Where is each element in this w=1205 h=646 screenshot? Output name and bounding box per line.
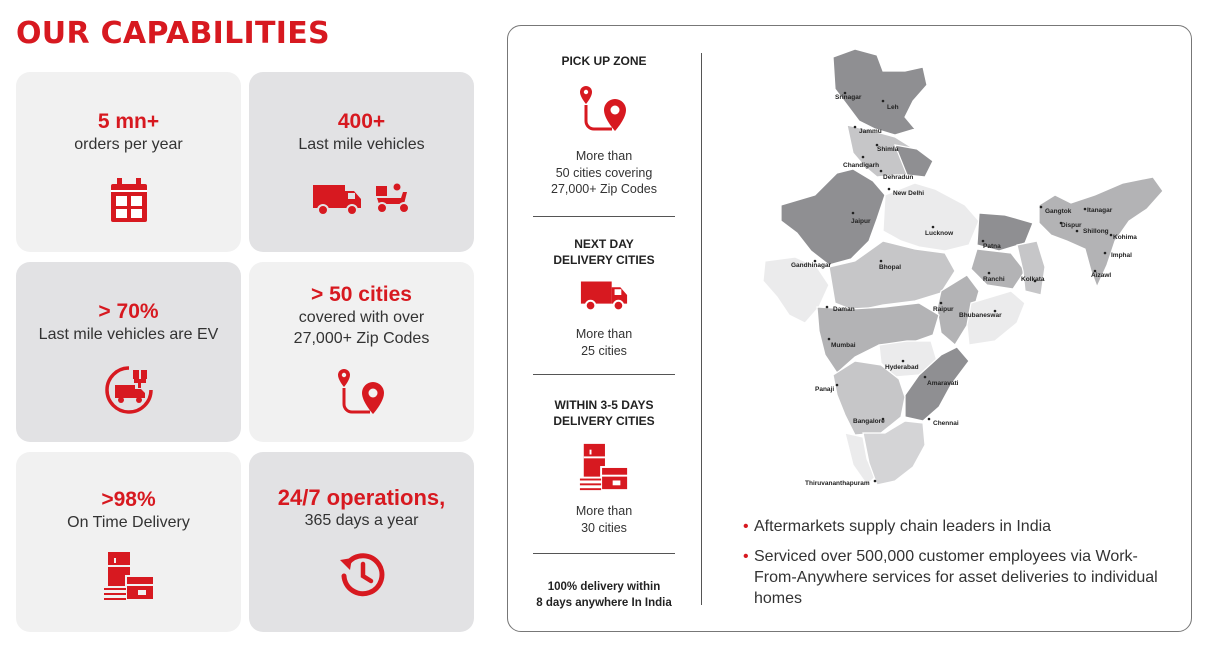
stat-value: > 50 cities [311,283,412,306]
stat-label: orders per year [74,136,183,153]
svg-text:Thiruvananthapuram: Thiruvananthapuram [805,480,870,487]
stat-label: Last mile vehicles are EV [38,326,219,343]
highlights-list [743,516,1173,618]
svg-text:Daman: Daman [833,306,855,313]
stat-card-on-time [16,452,241,632]
route-pin-icon [522,83,686,135]
svg-text:Shillong: Shillong [1083,228,1109,235]
svg-text:Gangtok: Gangtok [1045,208,1072,215]
svg-text:Leh: Leh [887,104,899,111]
svg-text:Jammu: Jammu [859,128,882,135]
zone-heading: PICK UP ZONE [561,54,647,68]
zone-heading-line: NEXT DAY [574,237,634,251]
zone-detail-line: 30 cities [581,520,627,535]
zone-detail-line: More than [575,504,633,518]
svg-text:Dispur: Dispur [1061,222,1082,229]
zone-detail-line: 27,000+ Zip Codes [551,182,657,196]
highlight-item: • Serviced over 500,000 customer employees via Work-From-Anywhere services for asset deliveries to individual homes [743,546,1173,609]
zone-detail-line: More than [575,327,633,341]
calendar-icon [16,176,241,224]
guarantee-line: 100% delivery within [547,581,661,593]
svg-text:Shimla: Shimla [877,146,899,153]
svg-text:Chandigarh: Chandigarh [843,162,880,169]
stat-card-ev [16,262,241,442]
svg-text:Imphal: Imphal [1111,252,1132,259]
map-region-jk [833,49,927,135]
zone-divider [533,553,675,554]
zone-heading-line: DELIVERY CITIES [553,414,655,428]
svg-text:Ranchi: Ranchi [983,276,1005,283]
svg-text:Jaipur: Jaipur [851,218,871,225]
page-title: OUR CAPABILITIES [16,16,330,51]
svg-text:Kohima: Kohima [1113,234,1137,241]
delivery-van-icon [522,278,686,312]
stat-label: 365 days a year [304,512,419,529]
svg-text:Kolkata: Kolkata [1021,276,1045,283]
svg-text:Panaji: Panaji [815,386,835,393]
zone-detail-line: 25 cities [581,343,627,358]
history-clock-icon [249,550,474,598]
svg-text:Aizawl: Aizawl [1091,272,1112,279]
svg-text:Mumbai: Mumbai [831,342,856,349]
svg-text:Chennai: Chennai [933,420,959,427]
zone-divider [533,216,675,217]
panel-divider [701,53,702,605]
zone-heading [522,397,686,429]
stat-value: 5 mn+ [97,110,160,133]
svg-text:Itanagar: Itanagar [1087,207,1113,214]
guarantee-line: 8 days anywhere In India [536,597,672,609]
svg-text:Gandhinagar: Gandhinagar [791,262,832,269]
stat-card-cities [249,262,474,442]
svg-text:Srinagar: Srinagar [835,94,862,101]
stat-card-operations [249,452,474,632]
zone-detail [522,148,686,198]
zone-detail [522,503,686,536]
delivery-guarantee [522,579,686,611]
stat-card-vehicles [249,72,474,252]
parcels-icon [16,548,241,604]
svg-text:Amaravati: Amaravati [927,380,959,387]
svg-text:Bhopal: Bhopal [879,264,902,271]
stat-card-orders [16,72,241,252]
highlight-item: • Aftermarkets supply chain leaders in India [743,516,1173,537]
svg-text:New Delhi: New Delhi [893,190,925,197]
stat-label-1: covered with over [298,309,425,326]
stat-value: > 70% [98,300,159,323]
zone-divider [533,374,675,375]
stat-label-2: 27,000+ Zip Codes [293,330,430,347]
zone-detail-line: 50 cities covering [555,165,653,180]
svg-text:Raipur: Raipur [933,306,954,313]
india-coverage-map [755,45,1170,495]
svg-text:Dehradun: Dehradun [883,174,914,181]
route-pin-icon [249,366,474,418]
stat-value: 400+ [337,110,386,133]
svg-text:Patna: Patna [983,243,1001,250]
svg-text:Bangalore: Bangalore [853,418,885,425]
svg-text:Lucknow: Lucknow [925,230,954,237]
stat-label: Last mile vehicles [298,136,425,153]
svg-text:Hyderabad: Hyderabad [885,364,919,371]
map-region-jharkhand [971,249,1025,289]
stat-value: >98% [101,488,156,511]
stat-value: 24/7 operations, [277,485,446,510]
stat-label: On Time Delivery [67,514,190,531]
zone-heading [522,236,686,268]
svg-text:Bhubaneswar: Bhubaneswar [959,312,1002,319]
zone-detail [522,326,686,359]
zone-detail-line: More than [575,149,633,163]
ev-truck-icon [16,364,241,416]
parcels-icon [522,440,686,494]
zone-heading-line: WITHIN 3-5 DAYS [554,398,654,412]
delivery-vehicles-icon [249,182,474,216]
zone-heading-line: DELIVERY CITIES [553,253,655,267]
